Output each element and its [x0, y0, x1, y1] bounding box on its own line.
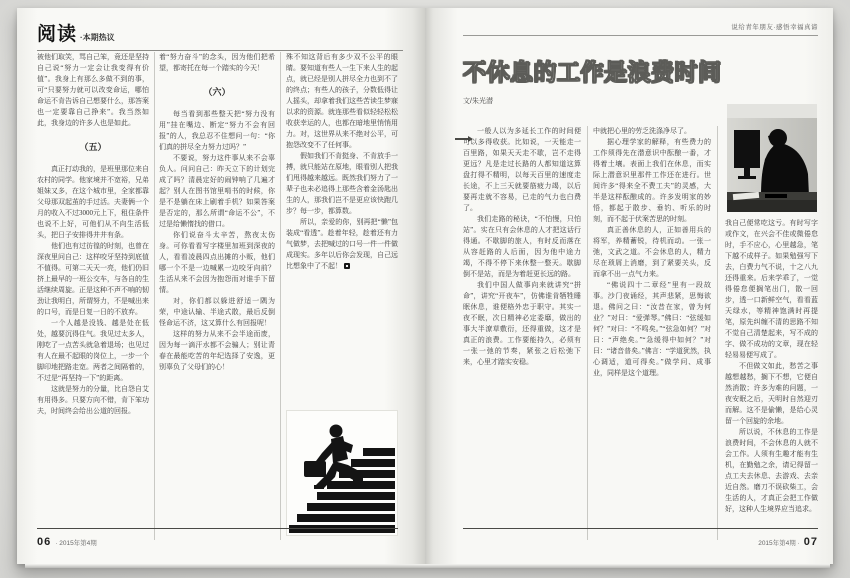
issue-label: · 2015年第4期 [55, 540, 97, 547]
left-page-header [37, 19, 403, 51]
body-paragraph: 不但做文如此，愁苦之事越想越愁，搁下不想，它便自然消散；许多为难的问题，一夜安眠之后，天明时自然迎刃而解。这不是偷懒，是给心灵留一个回旋的余地。 [725, 362, 818, 425]
body-paragraph: 对，你们都以躲进舒适一隅为荣，中途认输、半途式散，最后反倒怪命运不济，这又算什么有回报呢！ [159, 297, 275, 327]
page-number: 07 [803, 536, 818, 548]
body-paragraph: 殊不知这背后有多少双不公平的眼睛。要知道有些人一生下来人生的起点，就已经是别人拼尽全力也到不了的终点；有些人的孩子，分数低得让人摇头，却拿着我们这些苦读生梦寐以求的资源。就连那些看似轻轻松松收获幸运的人，也都在暗地里悄悄用力。对，这世界从来不绝对公平，可抱怨改变不了任何事。 [286, 53, 398, 149]
body-paragraph: 每当看到那些整天把“努力没有用”挂在嘴边、断定“努力不会有回报”的人，我总忍不住想问一句：“你们真的拼尽全力努力过吗？” [159, 110, 275, 151]
body-paragraph: 我自己便常吃这亏。有时写字或作文，在兴会不佳或微倦怠时，手不应心，心里越急，笔下越不成样子。如果勉强写下去，白费力气不说，十之八九还得重来。后来学乖了，一觉得倦怠便搁笔出门，散一回步，透一口新鲜空气，看看蓝天绿水，等精神饱满时再提笔，原先纠缠不清的思路不知不觉自己清楚起来，写不成的字、做不成功的文章，现在轻轻易易便写成了。 [725, 219, 818, 359]
issue-label: 2015年第4期 · [758, 540, 800, 547]
body-paragraph: 被他们取笑，骂自己笨，竟还是坚持自己说“努力一定会让我变得有价值”。我身上有那么多做不到的事，可“只要努力就可以改变命运，哪怕命运不肯告诉自己想要什么，那答案也一定要靠自己挣来”。我当然如此，我身边的许多人也是如此。 [37, 53, 149, 127]
column-divider [717, 126, 718, 540]
text-column [37, 52, 149, 542]
page-number: 06 [37, 536, 52, 548]
silhouette-tired-worker-at-desk-icon [727, 104, 817, 212]
body-paragraph: 真正打动我的，是班里那位来自农村的同学。他家境并不宽裕，兄弟姐妹又多，在这个城市里，全家都靠父母那双起茧的手过活。夫妻俩一个月的收入不过3000元上下，租住条件也说不上好，可他们从不向生活低头，把日子安排得井井有条。 [37, 165, 149, 239]
body-paragraph: 他们也有过彷徨的时刻，也曾在深夜里问自己：这样咬牙坚持到底值不值得。可第二天天一亮，他们仍旧挤上最早的一班公交车，与各自的生活继续周旋。正是这种不声不响的韧劲让我明白，所谓努力，不是喊出来的口号，而是日复一日的不放弃。 [37, 242, 149, 316]
body-paragraph: 所以，亲爱的你，别再把“懒”包装成“看透”。趁着年轻，趁着还有力气做梦，去把喊过的口号一件一件做成现实。多年以后你会发现，自己远比想象中了不起！ [286, 218, 398, 270]
body-paragraph: 假如我们不肯挺身、不肯放手一搏，就只能站在原地，眼看别人把我们甩得越来越远。既然我们努力了一辈子也未必追得上那些含着金汤匙出生的人，那我们岂不是更应该快跑几步？每一步，都算数。 [286, 152, 398, 215]
article-title: 不休息的工作是浪费时间 [463, 59, 722, 85]
stairs-climb-illustration [286, 410, 398, 536]
text-column [159, 52, 275, 542]
body-paragraph: “佛说四十二章经”里有一段故事。沙门夜诵经，其声悲紧，思悔欲退。佛问之曰：“汝昔在家，曾为何业？”对曰：“爱弹琴。”佛曰：“弦缓如何？”对曰：“不鸣矣。”“弦急如何？”对曰：“声绝矣。”“急缓得中如何？”对曰：“诸音普矣。”佛言：“学道犹然，执心调适，道可得矣。”做学问、成事业，同样是这个道理。 [593, 281, 711, 377]
body-paragraph: 我们走路的秘诀，“不怕慢，只怕站”。实在只有会休息的人才把这话行得通。不歇脚的旅人，有时反而落在从容赶路的人后面，因为他中途力竭，不得不停下来休整一整天。歇脚倒不是站，而是为着赶更长远的路。 [463, 215, 581, 278]
page-right [425, 8, 833, 564]
body-paragraph: 你们说奋斗太辛苦，熬夜太伤身。可你看看写字楼里加班到深夜的人，看看凌晨四点出摊的小贩，他们哪一个不是一边喊累一边咬牙向前？生活从来不会因为抱怨而对谁手下留情。 [159, 231, 275, 294]
body-paragraph: 一般人以为多延长工作的时间便可以多得收获。比如说，一天能走一百里路，如果天天走不歇，岂不走得更远？凡是走过长路的人都知道这算盘打得不精明，以每天百里的速度走长途，不上三天就要筋疲力竭，以后要再走就不容易，已走的气力也白费了。 [463, 127, 581, 212]
body-paragraph: 不要说，努力这件事从来不会辜负人。问问自己：昨天立下的计划完成了吗？清晨定好的闹钟响了几遍才起？别人在图书馆里啃书的时候，你是不是躺在床上刷着手机？如果答案是否定的，那么所谓“命运不公”，不过是给懒惰找的借口。 [159, 154, 275, 228]
right-page-header: 说给青年朋友·感悟幸福真谛 [463, 22, 818, 36]
text-column [725, 218, 818, 540]
article-title-block [463, 54, 723, 106]
text-column [593, 126, 711, 540]
column-topic-label: ·本期热议 [80, 33, 115, 42]
body-paragraph: 所以说，不休息的工作是浪费时间，不会休息的人就不会工作。人须有生趣才能有生机，在勤勉之余，请记得留一点工夫去休息、去游戏、去亲近自然。磨刀不误砍柴工，会生活的人，才真正会把工作做好，这种人生境界应当追求。 [725, 428, 818, 513]
body-paragraph: 着“努力奋斗”的念头，因为他们把希望，都寄托在每一个踏实的今天！ [159, 53, 275, 72]
text-column [286, 52, 398, 404]
magazine-spread [17, 8, 833, 564]
silhouette-businessman-climbing-stairs-icon [287, 411, 397, 535]
left-page-footer [37, 528, 398, 550]
section-heading: （六） [203, 87, 231, 97]
body-paragraph: 这样的努力从来不会半途而废，因为每一滴汗水都不会骗人；别让青春在最能吃苦的年纪选择了安逸，更别辜负了父母们的心！ [159, 330, 275, 371]
body-paragraph: 中就把心里的劳乏洗涤净尽了。 [593, 127, 691, 135]
column-brand-label: 阅读 [37, 24, 78, 45]
tired-worker-photo [727, 104, 817, 212]
body-paragraph: 据心理学家的解释，有些费力的工作须得先在潜意识中酝酿一番，才得着土壤。表面上我们在休息，而实际上潜意识里那件工作还在进行。世间许多“得来全不费工夫”的灵感，大半是这样酝酿成的。许多发明家的妙悟，都起于散步、垂钓、听乐的时刻，而不起于伏案苦思的时刻。 [593, 138, 711, 223]
end-of-article-icon [344, 263, 350, 269]
text-column [463, 126, 581, 540]
column-divider [587, 126, 588, 540]
body-paragraph: 这就是努力的分量，比自怨自艾有用得多。只要方向不错，肯下笨功夫，时间终会给出公道的回报。 [37, 385, 149, 415]
right-page-footer [463, 528, 818, 550]
article-byline: 文/朱光潜 [463, 98, 493, 105]
column-divider [154, 52, 155, 540]
section-heading: （五） [79, 142, 107, 152]
column-divider [280, 52, 281, 540]
page-left [17, 8, 425, 564]
body-paragraph: 一个人越是没钱、越是处在低处，越要沉得住气。我见过太多人，刚吃了一点苦头就急着退场；也见过有人在最不起眼的岗位上，一步一个脚印地把路走宽。两者之间隔着的，不过是“再坚持一下”的距离。 [37, 319, 149, 382]
body-paragraph: 真正善休息的人，正如善用兵的将军，养精蓄锐，待机而动。一张一弛，文武之道。不会休息的人，精力尽在琐屑上消磨，到了紧要关头，反而拿不出一点气力来。 [593, 226, 711, 278]
body-paragraph: 我们中国人做事向来就讲究“拼命”，讲究“开夜车”，仿佛谁肯牺牲睡眠休息，谁便格外忠于职守。其实一夜不眠，次日精神必定委靡，做出的事大半潦草敷衍，还得重做，这才是真正的浪费。工作要能持久，必须有一张一弛的节奏，紧张之后松弛下来，心里才踏实安稳。 [463, 281, 581, 366]
